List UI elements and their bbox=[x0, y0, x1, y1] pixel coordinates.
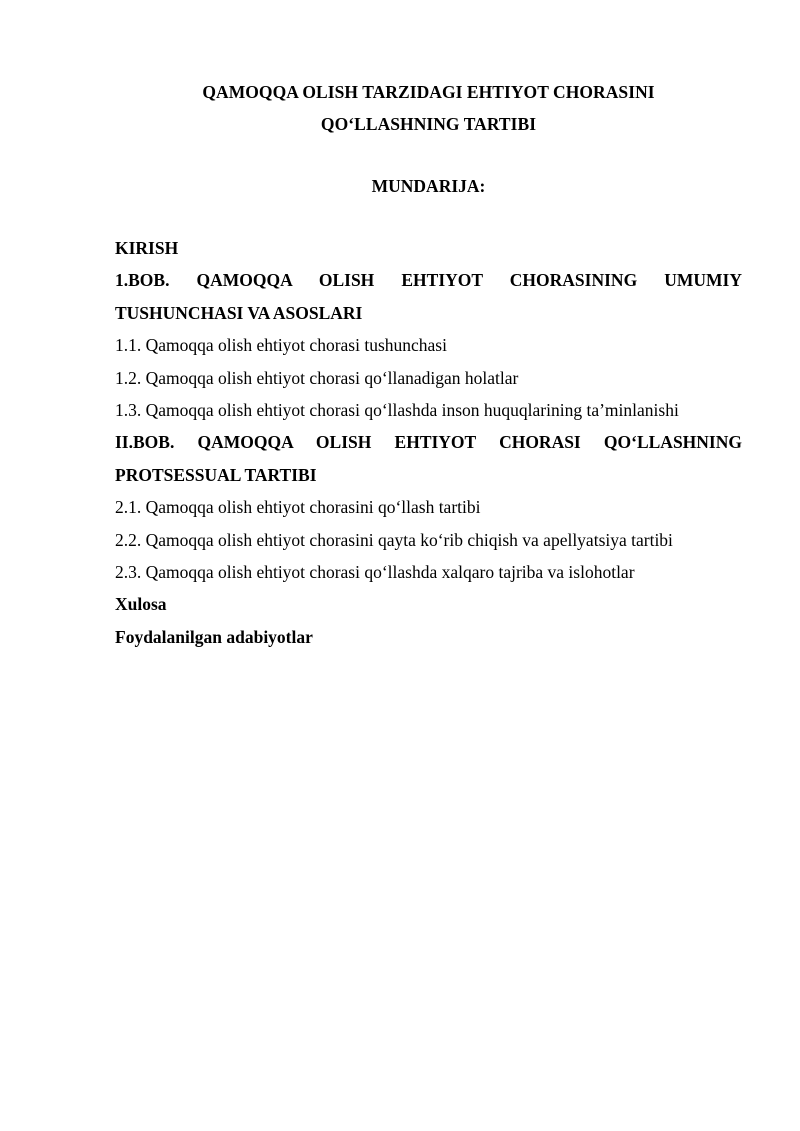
toc-chapter-1-line-1: 1.BOB. QAMOQQA OLISH EHTIYOT CHORASINING UMUMIY bbox=[115, 270, 742, 291]
toc-section-2-2: 2.2. Qamoqqa olish ehtiyot chorasini qayta ko‘rib chiqish va apellyatsiya tartibi bbox=[115, 529, 673, 550]
toc-item-conclusion: Xulosa bbox=[115, 594, 167, 615]
title-line-1: QAMOQQA OLISH TARZIDAGI EHTIYOT CHORASINI bbox=[202, 82, 655, 102]
toc-section-2-3: 2.3. Qamoqqa olish ehtiyot chorasi qo‘llashda xalqaro tajriba va islohotlar bbox=[115, 562, 635, 583]
toc-section-1-2: 1.2. Qamoqqa olish ehtiyot chorasi qo‘llanadigan holatlar bbox=[115, 367, 519, 388]
toc-item-references: Foydalanilgan adabiyotlar bbox=[115, 626, 313, 647]
toc-chapter-2-line-1: II.BOB. QAMOQQA OLISH EHTIYOT CHORASI QO‘LLASHNING bbox=[115, 432, 742, 453]
toc-section-1-3: 1.3. Qamoqqa olish ehtiyot chorasi qo‘llashda inson huquqlarining ta’minlanishi bbox=[115, 400, 679, 421]
toc-section-1-1: 1.1. Qamoqqa olish ehtiyot chorasi tushunchasi bbox=[115, 335, 447, 356]
toc-chapter-2-line-2: PROTSESSUAL TARTIBI bbox=[115, 464, 317, 485]
toc-chapter-1-line-2: TUSHUNCHASI VA ASOSLARI bbox=[115, 302, 363, 323]
toc-section-2-1: 2.1. Qamoqqa olish ehtiyot chorasini qo‘llash tartibi bbox=[115, 497, 481, 518]
document-title bbox=[115, 76, 742, 140]
title-line-2: QO‘LLASHNING TARTIBI bbox=[320, 114, 537, 134]
toc-heading: MUNDARIJA: bbox=[371, 176, 486, 196]
table-of-contents bbox=[115, 232, 742, 653]
toc-item-intro: KIRISH bbox=[115, 238, 179, 258]
